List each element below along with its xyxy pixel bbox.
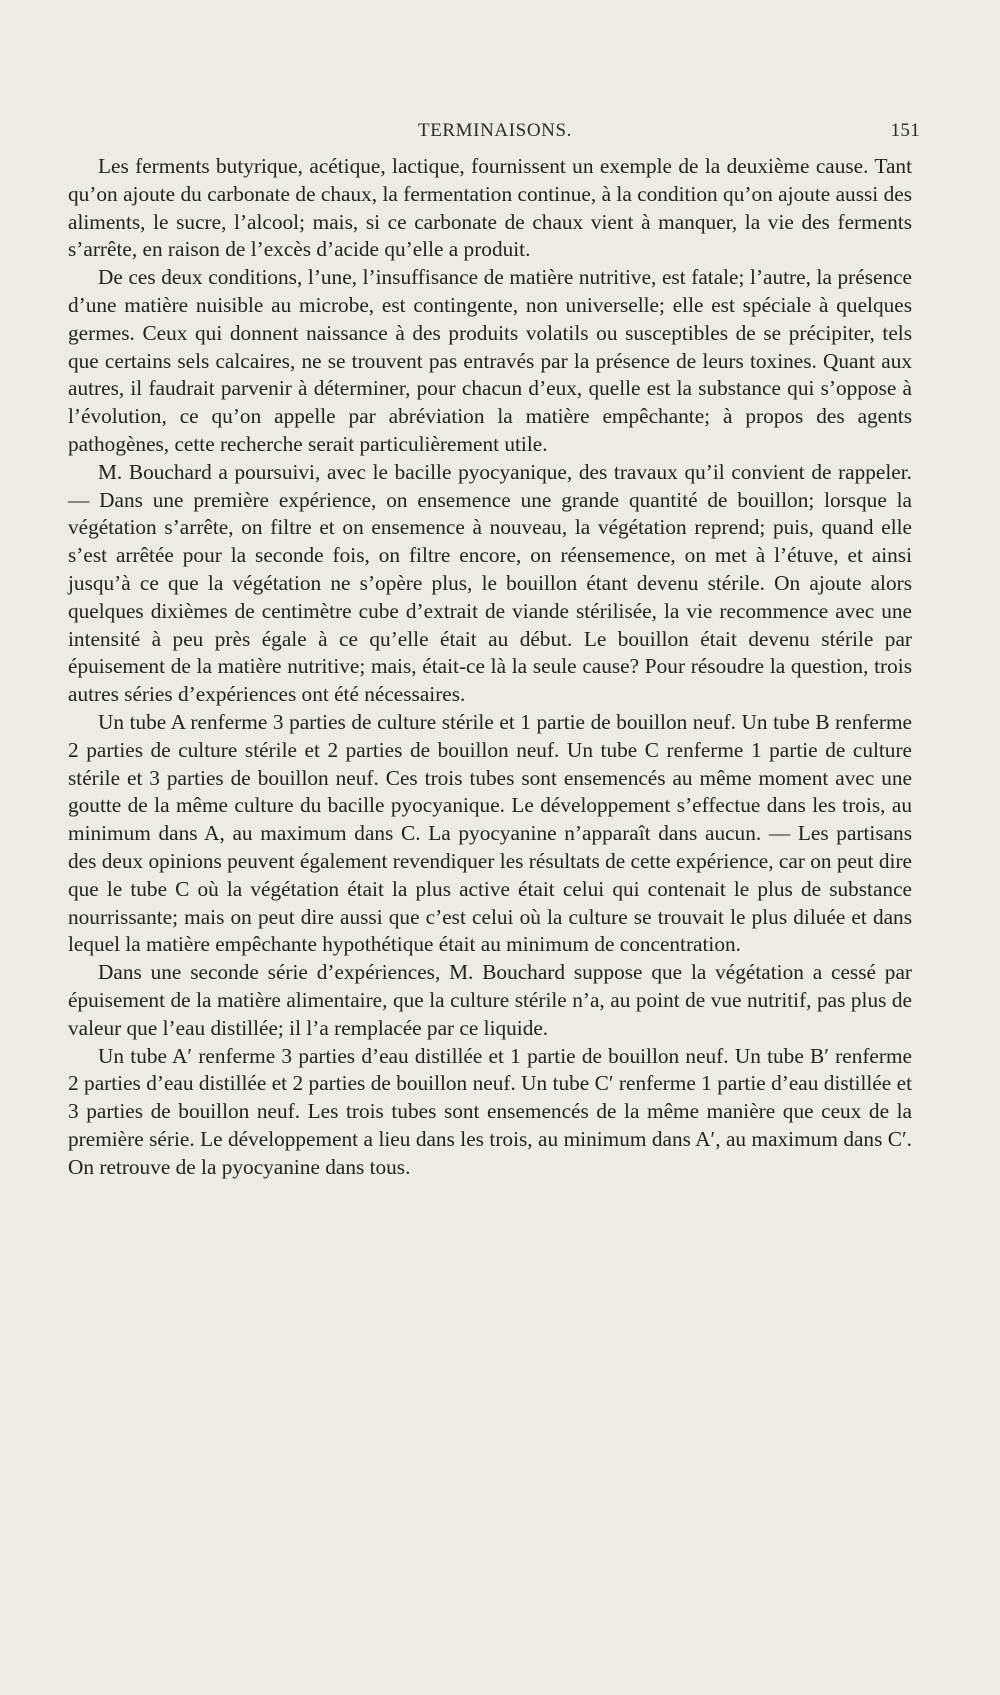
paragraph-bouchard: M. Bouchard a poursuivi, avec le bacille pyocyanique, des travaux qu’il convient de rappeler. — Dans une première expérience, on ensemence une grande quantité de bouillon; lorsque la végétation s’arrête, on filtre et on ensemence à nouveau, la végétation reprend; puis, quand elle s’est arrêtée pour la seconde fois, on filtre encore, on réensemence, on met à l’étuve, et ainsi jusqu’à ce que la végétation ne s’opère plus, le bouillon étant devenu stérile. On ajoute alors quelques dixièmes de centimètre cube d’extrait de viande stérilisée, la vie recommence avec une intensité à peu près égale à ce qu’elle était au début. Le bouillon était devenu stérile par épuisement de la matière nutritive; mais, était-ce là la seule cause? Pour résoudre la question, trois autres séries d’expériences ont été nécessaires. — [68, 459, 912, 707]
running-header — [70, 120, 920, 150]
paragraph-seconde-serie: Dans une seconde série d’expériences, M. Bouchard suppose que la végétation a cessé par épuisement de la matière alimentaire, que la culture stérile n’a, au point de vue nutritif, pas plus de valeur que l’eau distillée; il l’a remplacée par ce liquide. — [68, 960, 912, 1040]
paragraph-ferments: Les ferments butyrique, acétique, lactique, fournissent un exemple de la deuxième cause. Tant qu’on ajoute du carbonate de chaux, la fermentation continue, à la condition qu’on ajoute aussi des aliments, le sucre, l’alcool; mais, si ce carbonate de chaux vient à manquer, la vie des ferments s’arrête, en raison de l’excès d’acide qu’elle a produit. — [68, 154, 912, 262]
paragraph-deux-conditions: De ces deux conditions, l’une, l’insuffisance de matière nutritive, est fatale; l’autre, la présence d’une matière nuisible au microbe, est contingente, non universelle; elle est spéciale à quelques germes. Ceux qui donnent naissance à des produits volatils ou susceptibles de se précipiter, tels que certains sels calcaires, ne se trouvent pas entravés par la présence de leurs toxines. Quant aux autres, il faudrait parvenir à déterminer, pour chacun d’eux, quelle est la substance qui s’oppose à l’évolution, ce qu’on appelle par abréviation la matière empêchante; à propos des agents pathogènes, cette recherche serait particulièrement utile. — [68, 265, 912, 456]
page-number: 151 — [890, 120, 920, 141]
running-title: TERMINAISONS. — [417, 120, 572, 141]
paragraph-tubes-eau-distillee: Un tube A′ renferme 3 parties d’eau distillée et 1 partie de bouillon neuf. Un tube B′ renferme 2 parties d’eau distillée et 2 parties de bouillon neuf. Un tube C′ renferme 1 partie d’eau distillée et 3 parties de bouillon neuf. Les trois tubes sont ensemencés de la même manière que ceux de la première série. Le développement a lieu dans les trois, au minimum dans A′, au maximum dans C′. On retrouve de la pyocyanine dans tous. — [68, 1043, 912, 1179]
body-text — [68, 153, 912, 1181]
paragraph-tubes-culture: Un tube A renferme 3 parties de culture stérile et 1 partie de bouillon neuf. Un tube B renferme 2 parties de culture stérile et 2 parties de bouillon neuf. Un tube C renferme 1 partie de culture stérile et 3 parties de bouillon neuf. Ces trois tubes sont ensemencés au même moment avec une goutte de la même culture du bacille pyocyanique. Le développement s’effectue dans les trois, au minimum dans A, au maximum dans C. La pyocyanine n’apparaît dans aucun. — Les partisans des deux opinions peuvent également revendiquer les résultats de cette expérience, car on peut dire que le tube C où la végétation était la plus active était celui qui contenait le plus de substance nourrissante; mais on peut dire aussi que c’est celui où la culture se trouvait le plus diluée et dans lequel la matière empêchante hypothétique était au minimum de concentration. — [68, 709, 912, 957]
